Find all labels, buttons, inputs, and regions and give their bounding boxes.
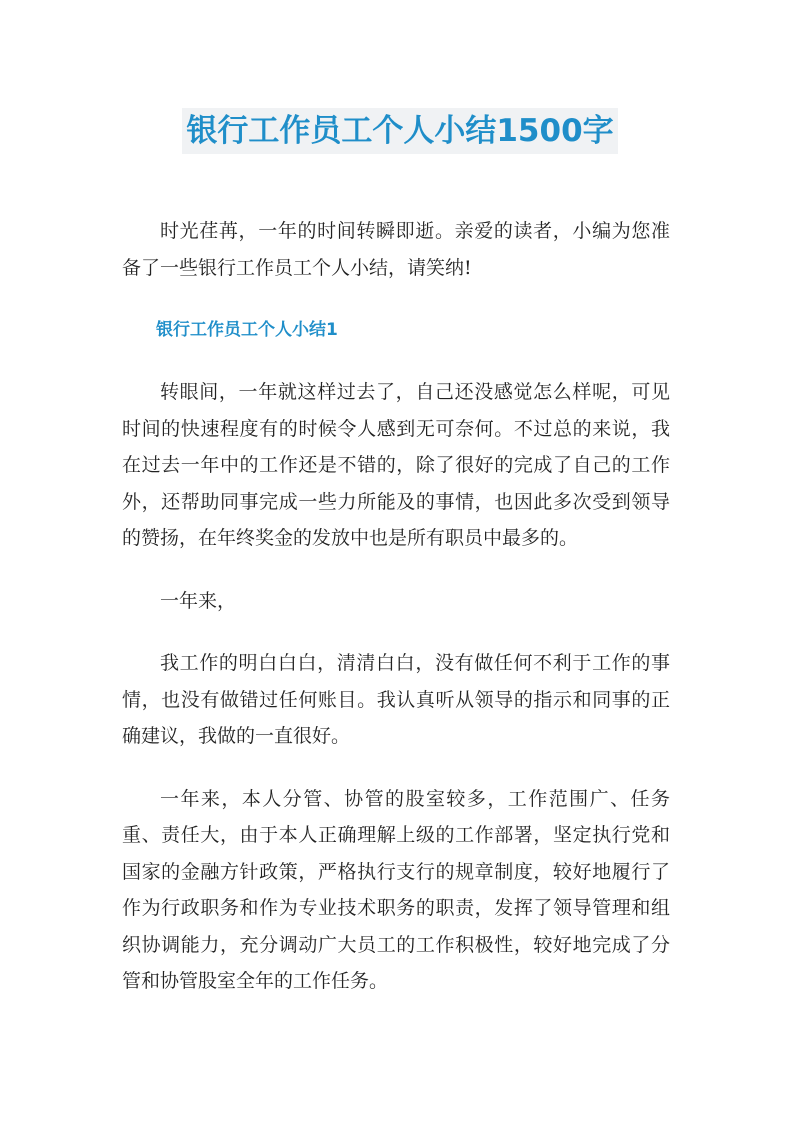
body-paragraph-1: 转眼间，一年就这样过去了，自己还没感觉怎么样呢，可见时间的快速程度有的时候令人感到无可奈何。不过总的来说，我在过去一年中的工作还是不错的，除了很好的完成了自己的工作外，还帮助同事完成一些力所能及的事情，也因此多次受到领导的赞扬，在年终奖金的发放中也是所有职员中最多的。 [122, 381, 670, 549]
body-paragraph-4: 一年来，本人分管、协管的股室较多，工作范围广、任务重、责任大，由于本人正确理解上级的工作部署，坚定执行党和国家的金融方针政策，严格执行支行的规章制度，较好地履行了作为行政职务和作为专业技术职务的职责，发挥了领导管理和组织协调能力，充分调动广大员工的工作积极性，较好地完成了分管和协管股室全年的工作任务。 [122, 787, 670, 992]
section-heading: 银行工作员工个人小结1 [156, 320, 338, 340]
body-paragraph-3: 我工作的明白白白，清清白白，没有做任何不利于工作的事情，也没有做错过任何账目。我认真听从领导的指示和同事的正确建议，我做的一直很好。 [122, 652, 670, 747]
intro-paragraph: 时光荏苒，一年的时间转瞬即逝。亲爱的读者，小编为您准备了一些银行工作员工个人小结，请笑纳! [122, 220, 670, 279]
document-title: 银行工作员工个人小结1500字 [182, 108, 617, 154]
document-body [122, 213, 670, 1026]
body-paragraph-2: 一年来， [160, 589, 237, 612]
title-container [0, 108, 800, 154]
